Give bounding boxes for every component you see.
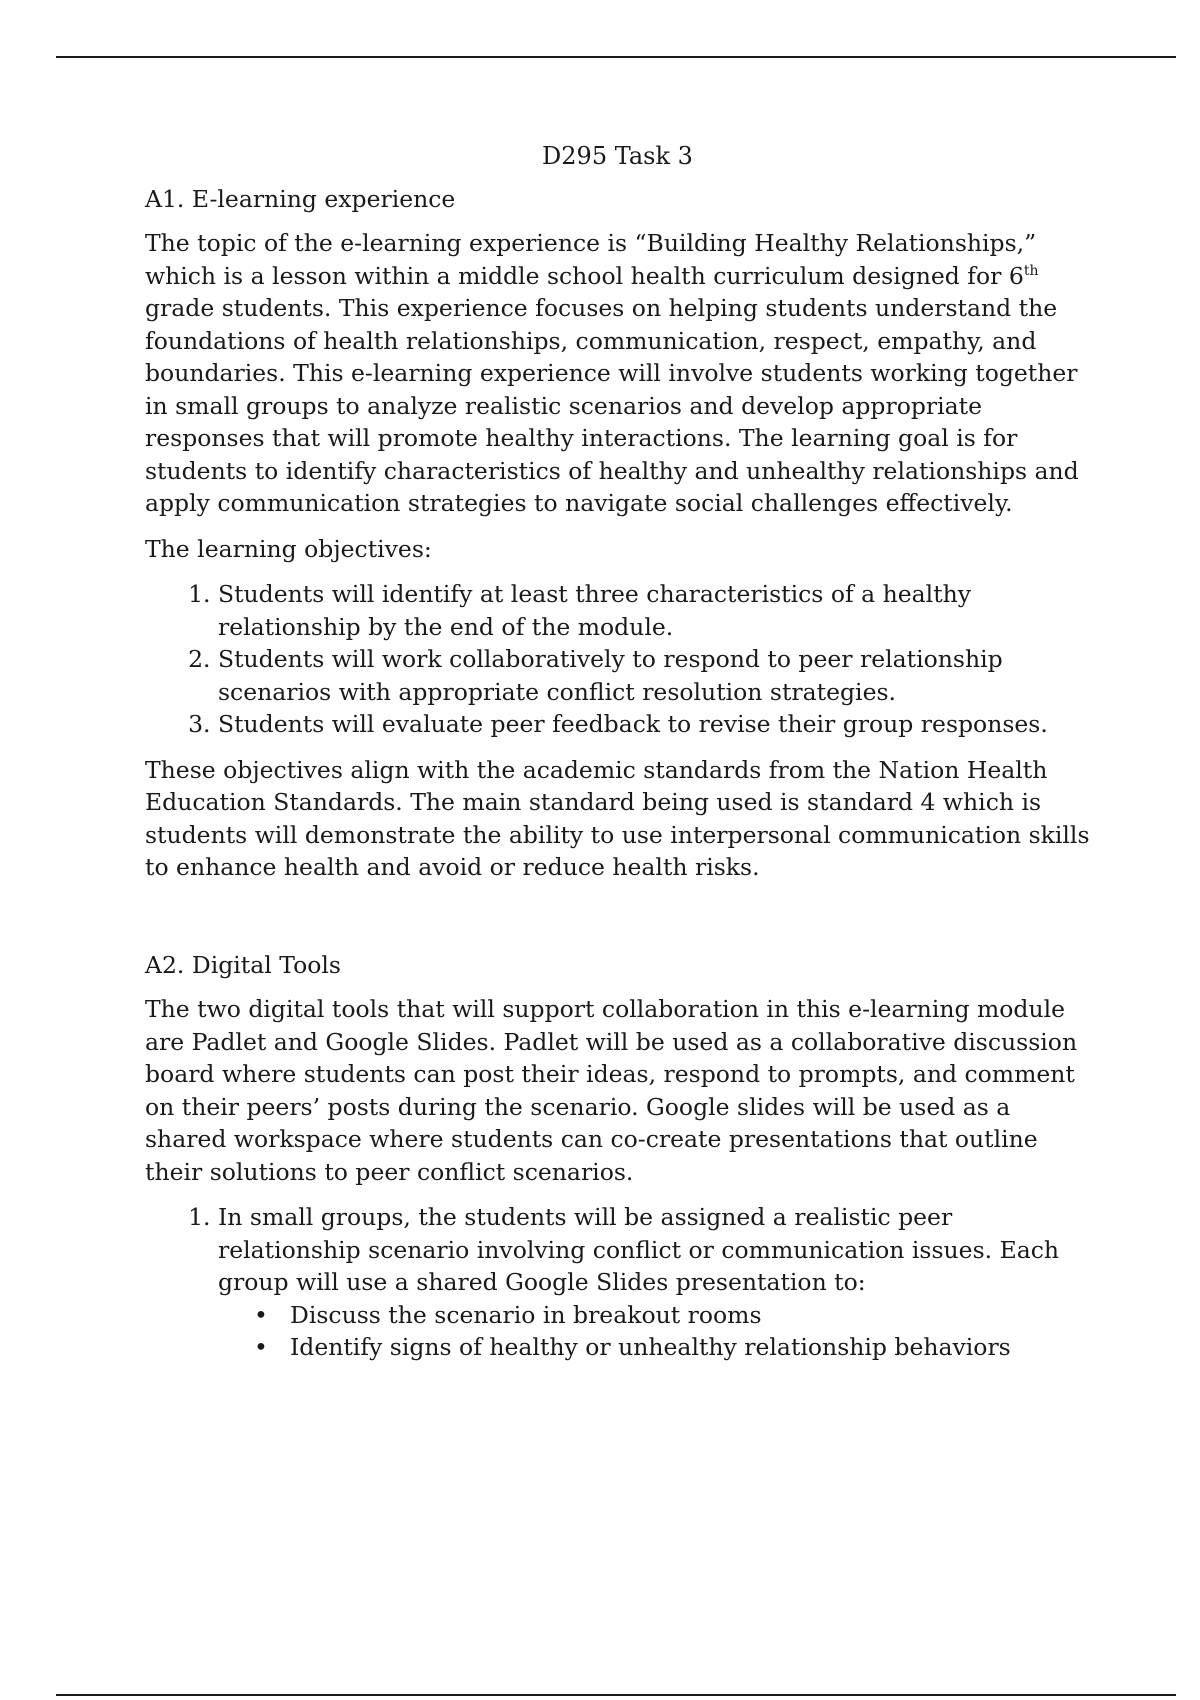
intro-text-start: The topic of the e-learning experience is “Building Healthy Relationships,” which is a lesson within a middle school health curriculum designed for 6 (145, 229, 1037, 290)
objective-item: 3. Students will evaluate peer feedback to revise their group responses. (218, 708, 1090, 741)
step-bullet-list (218, 1299, 1090, 1364)
bullet-item (254, 1299, 1090, 1332)
section-a2-heading: A2. Digital Tools (145, 950, 341, 979)
section-a1-heading: A1. E-learning experience (145, 184, 456, 213)
top-page-rule (56, 56, 1176, 58)
bullet-text: Discuss the scenario in breakout rooms (290, 1300, 762, 1329)
step-item (218, 1201, 1090, 1364)
section-spacer (145, 897, 1090, 949)
bullet-marker: • (254, 1300, 268, 1329)
objectives-label: The learning objectives: (145, 534, 432, 563)
bottom-page-rule (56, 1694, 1176, 1696)
intro-superscript: th (1023, 262, 1039, 279)
bullet-marker: • (254, 1333, 268, 1361)
standards-paragraph: These objectives align with the academic standards from the Nation Health Education Standards. The main standard being used is standard 4 which is students will demonstrate the ability to use interpersonal communication skills to enhance health and avoid or reduce health risks. (145, 755, 1090, 881)
section-a1-intro-paragraph (145, 227, 1090, 520)
objective-item: 1. Students will identify at least three characteristics of a healthy relationship by the end of the module. (218, 578, 1090, 643)
bullet-item (254, 1331, 1090, 1364)
objective-item: 2. Students will work collaboratively to respond to peer relationship scenarios with appropriate conflict resolution strategies. (218, 643, 1090, 708)
step-text: In small groups, the students will be assigned a realistic peer relationship scenario involving conflict or communication issues. Each group will use a shared Google Slides presentation to: (218, 1203, 1060, 1296)
steps-list (145, 1201, 1090, 1364)
intro-text-end: grade students. This experience focuses on helping students understand the foundations of health relationships, communication, respect, empathy, and boundaries. This e-learning experience will involve students working together in small groups to analyze realistic scenarios and develop appropriate responses that will promote healthy interactions. The learning goal is for students to identify characteristics of healthy and unhealthy relationships and apply communication strategies to navigate social challenges effectively. (145, 294, 1079, 517)
section-a2-paragraph: The two digital tools that will support collaboration in this e-learning module are Padlet and Google Slides. Padlet will be used as a collaborative discussion board where students can post their ideas, respond to prompts, and comment on their peers’ posts during the scenario. Google slides will be used as a shared workspace where students can co-create presentations that outline their solutions to peer conflict scenarios. (145, 995, 1078, 1186)
bullet-text: Identify signs of healthy or unhealthy relationship behaviors (290, 1333, 1011, 1361)
objectives-list (145, 578, 1090, 741)
document-body (145, 140, 1090, 1377)
document-title: D295 Task 3 (542, 142, 693, 170)
